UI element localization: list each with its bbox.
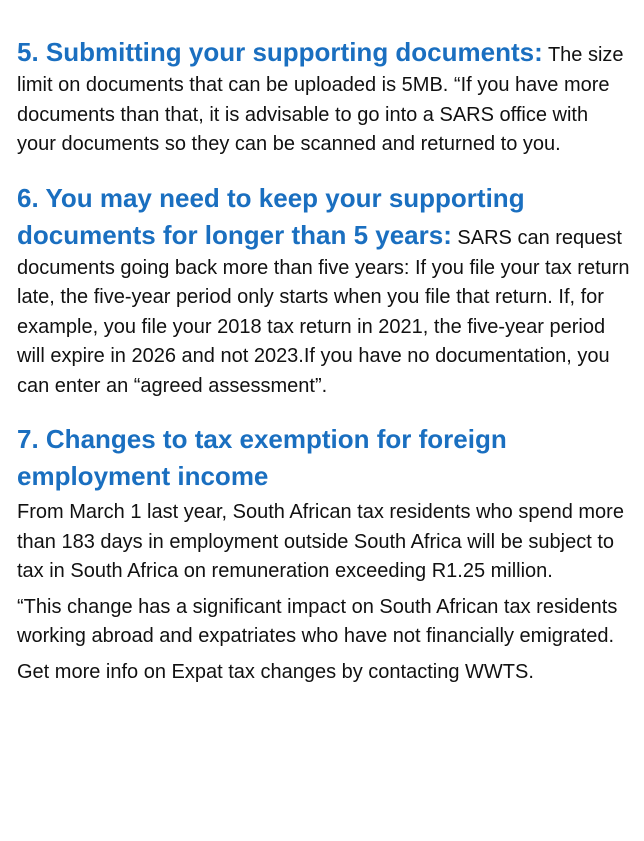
section-paragraph: From March 1 last year, South African tax residents who spend more than 183 days in employment outside South Africa will be subject to tax in South Africa on remuneration exceeding R1.25 million. (17, 501, 624, 582)
section-paragraph: “This change has a significant impact on South African tax residents working abroad and expatriates who have not financially emigrated. (17, 595, 618, 647)
section-submitting-documents (17, 34, 632, 160)
section-body: The size limit on documents that can be uploaded is 5MB. “If you have more documents than that, it is advisable to go into a SARS office with your documents so they can be scanned and returned to you. (17, 44, 624, 155)
section-foreign-employment (17, 421, 632, 687)
section-keep-documents (17, 180, 632, 402)
section-heading: 5. Submitting your supporting documents: (17, 37, 543, 67)
section-heading: 6. You may need to keep your supporting documents for longer than 5 years: (17, 182, 525, 250)
section-heading: 7. Changes to tax exemption for foreign employment income (17, 424, 507, 491)
section-body: SARS can request documents going back more than five years: If you file your tax return late, the five-year period only starts when you file that return. If, for example, you file your 2018 tax return in 2021, the five-year period will expire in 2026 and not 2023.If you have no documentation, you can enter an “agreed assessment”. (17, 226, 630, 397)
section-paragraph: Get more info on Expat tax changes by contacting WWTS. (17, 660, 534, 683)
